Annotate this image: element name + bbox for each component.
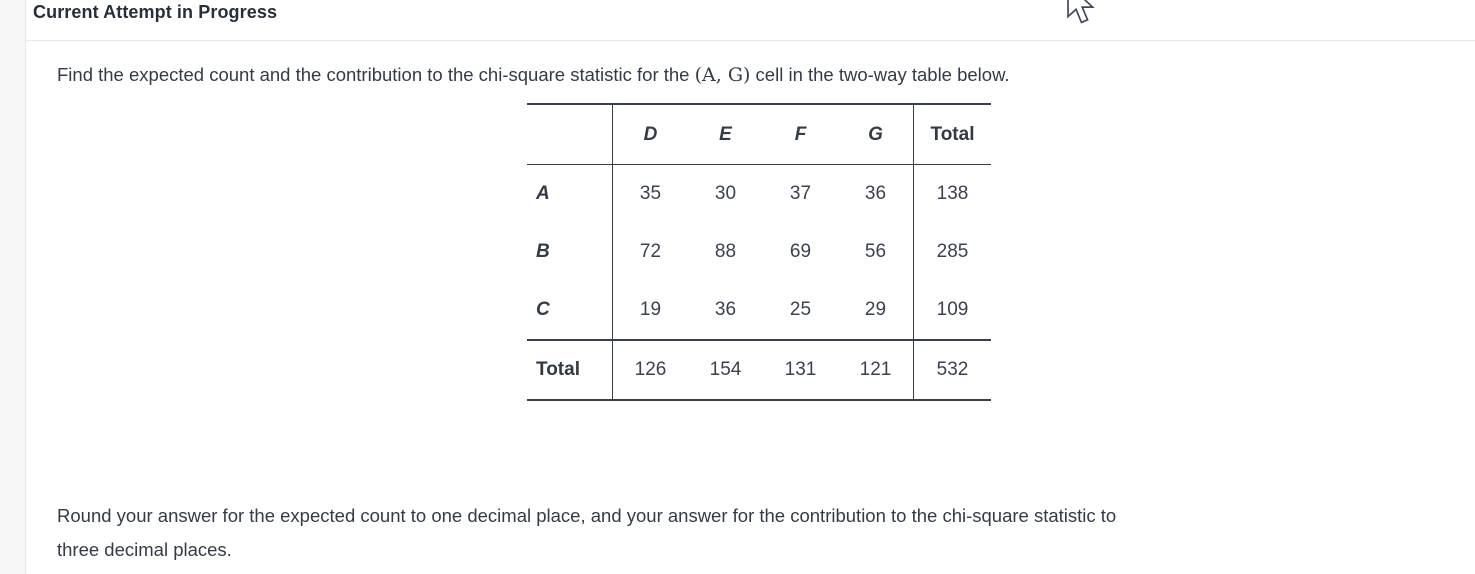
question-suffix: cell in the two-way table below. (750, 64, 1010, 85)
question-math-cell: (A, G) (694, 64, 751, 86)
cell-C-G: 29 (864, 299, 887, 320)
cell-grand-total: 532 (914, 340, 992, 400)
instruction-line-1: Round your answer for the expected count to one decimal place, and your answer for the contribution to the chi-square statistic to (57, 505, 1117, 526)
row-label-C: C (536, 299, 550, 320)
page-title: Current Attempt in Progress (33, 2, 278, 22)
row-label-total: Total (536, 359, 580, 380)
cell-B-G: 56 (864, 241, 887, 262)
left-gutter (0, 0, 26, 574)
table-row (527, 281, 991, 340)
table-header-row (527, 104, 991, 165)
row-label-A: A (536, 183, 550, 204)
header-divider (26, 40, 1475, 41)
cell-total-G: 121 (859, 359, 892, 380)
cell-A-D: 35 (613, 165, 689, 224)
column-header-D: D (613, 104, 689, 165)
cell-C-total: 109 (914, 281, 992, 340)
cell-total-F: 131 (784, 359, 817, 380)
cell-B-D: 72 (613, 223, 689, 281)
question-text (57, 61, 1415, 89)
cell-A-total: 138 (914, 165, 992, 224)
table-row (527, 223, 991, 281)
arrow-cursor-icon (1066, 0, 1098, 25)
cell-A-G: 36 (864, 183, 887, 204)
cell-C-D: 19 (613, 281, 689, 340)
cell-total-E: 154 (709, 359, 742, 380)
question-prefix: Find the expected count and the contribution to the chi-square statistic for the (57, 64, 695, 85)
cell-B-E: 88 (714, 241, 737, 262)
column-header-E: E (719, 123, 732, 145)
row-label-B: B (536, 241, 550, 262)
cell-C-F: 25 (789, 299, 812, 320)
column-header-total: Total (914, 104, 992, 165)
corner-cell (527, 104, 613, 165)
cell-B-F: 69 (789, 241, 812, 262)
two-way-table (527, 103, 991, 401)
cell-A-E: 30 (714, 183, 737, 204)
instruction-line-2: three decimal places. (57, 539, 232, 560)
cell-A-F: 37 (789, 183, 812, 204)
column-header-G: G (868, 123, 883, 145)
rounding-instruction (57, 499, 1425, 567)
cell-B-total: 285 (914, 223, 992, 281)
cell-C-E: 36 (714, 299, 737, 320)
table-row (527, 165, 991, 224)
column-header-F: F (794, 123, 807, 145)
table-total-row (527, 340, 991, 400)
cell-total-D: 126 (613, 340, 689, 400)
